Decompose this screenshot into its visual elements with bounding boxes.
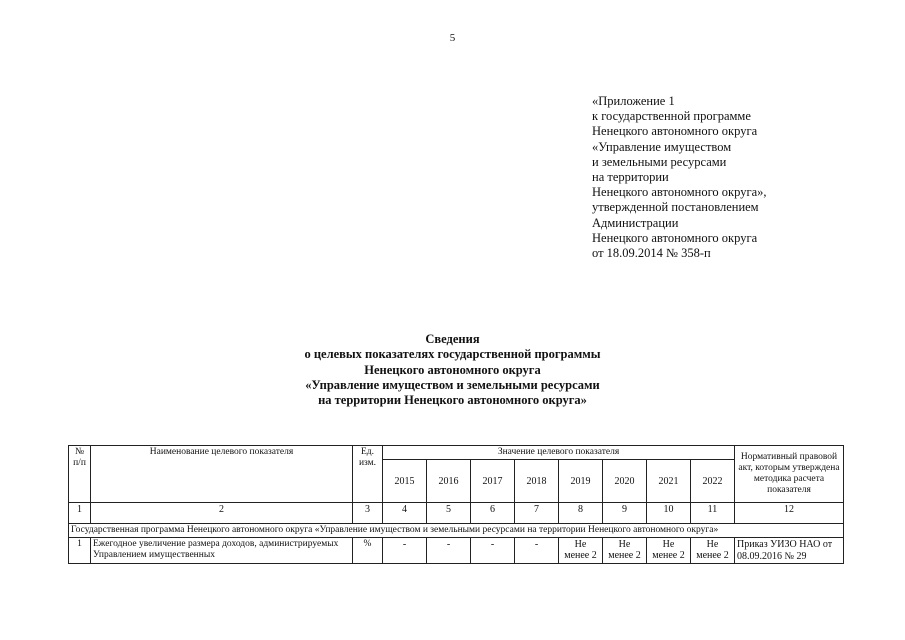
row-value: - xyxy=(471,538,515,564)
row-unit: % xyxy=(353,538,383,564)
appendix-line: Ненецкого автономного округа», xyxy=(592,185,767,200)
table-row xyxy=(69,538,844,564)
appendix-line: от 18.09.2014 № 358-п xyxy=(592,246,711,261)
column-number: 1 xyxy=(69,503,91,524)
appendix-line: «Приложение 1 xyxy=(592,94,675,108)
header-name: Наименование целевого показателя xyxy=(91,446,353,503)
column-number: 3 xyxy=(353,503,383,524)
column-number: 5 xyxy=(427,503,471,524)
row-num: 1 xyxy=(69,538,91,564)
program-row xyxy=(69,524,844,538)
appendix-line: «Управление имуществом xyxy=(592,139,732,154)
row-value: - xyxy=(515,538,559,564)
title-line: Сведения xyxy=(425,332,480,346)
program-name: Государственная программа Ненецкого автономного округа «Управление имуществом и земельными ресурсами на территории Ненецкого автономного округа» xyxy=(69,524,844,538)
appendix-line: Ненецкого автономного округа xyxy=(592,230,758,245)
row-value: Не менее 2 xyxy=(559,538,603,564)
appendix-line: Ненецкого автономного округа xyxy=(592,124,758,139)
page-number: 5 xyxy=(449,32,456,44)
header-num: № п/п xyxy=(69,446,91,503)
year-header: 2016 xyxy=(427,460,471,503)
row-act: Приказ УИЗО НАО от 08.09.2016 № 29 xyxy=(735,538,844,564)
column-numbers-row xyxy=(69,503,844,524)
column-number: 11 xyxy=(691,503,735,524)
year-header: 2018 xyxy=(515,460,559,503)
column-number: 10 xyxy=(647,503,691,524)
header-act: Нормативный правовой акт, которым утверждена методика расчета показателя xyxy=(735,446,844,503)
row-value: Не менее 2 xyxy=(647,538,691,564)
appendix-block xyxy=(592,94,767,261)
year-header: 2015 xyxy=(383,460,427,503)
column-number: 7 xyxy=(515,503,559,524)
column-number: 9 xyxy=(603,503,647,524)
appendix-line: Администрации xyxy=(592,215,679,230)
header-row xyxy=(69,446,844,460)
appendix-line: на территории xyxy=(592,170,669,185)
appendix-line: к государственной программе xyxy=(592,109,751,124)
title-line: «Управление имуществом и земельными ресурсами xyxy=(305,377,600,392)
year-header: 2021 xyxy=(647,460,691,503)
year-header: 2020 xyxy=(603,460,647,503)
column-number: 4 xyxy=(383,503,427,524)
column-number: 6 xyxy=(471,503,515,524)
row-value: Не менее 2 xyxy=(691,538,735,564)
header-values: Значение целевого показателя xyxy=(383,446,735,460)
row-name: Ежегодное увеличение размера доходов, администрируемых Управлением имущественных xyxy=(91,538,353,564)
title-line: о целевых показателях государственной программы xyxy=(304,347,601,362)
document-title xyxy=(0,332,905,408)
column-number: 2 xyxy=(91,503,353,524)
year-header: 2022 xyxy=(691,460,735,503)
appendix-line: утвержденной постановлением xyxy=(592,200,759,215)
header-unit: Ед. изм. xyxy=(353,446,383,503)
column-number: 8 xyxy=(559,503,603,524)
row-value: Не менее 2 xyxy=(603,538,647,564)
row-value: - xyxy=(427,538,471,564)
row-value: - xyxy=(383,538,427,564)
appendix-line: и земельными ресурсами xyxy=(592,154,727,169)
year-header: 2017 xyxy=(471,460,515,503)
title-line: Ненецкого автономного округа xyxy=(364,362,541,377)
year-header: 2019 xyxy=(559,460,603,503)
targets-table xyxy=(68,445,844,564)
column-number: 12 xyxy=(735,503,844,524)
title-line: на территории Ненецкого автономного округа» xyxy=(318,393,587,408)
